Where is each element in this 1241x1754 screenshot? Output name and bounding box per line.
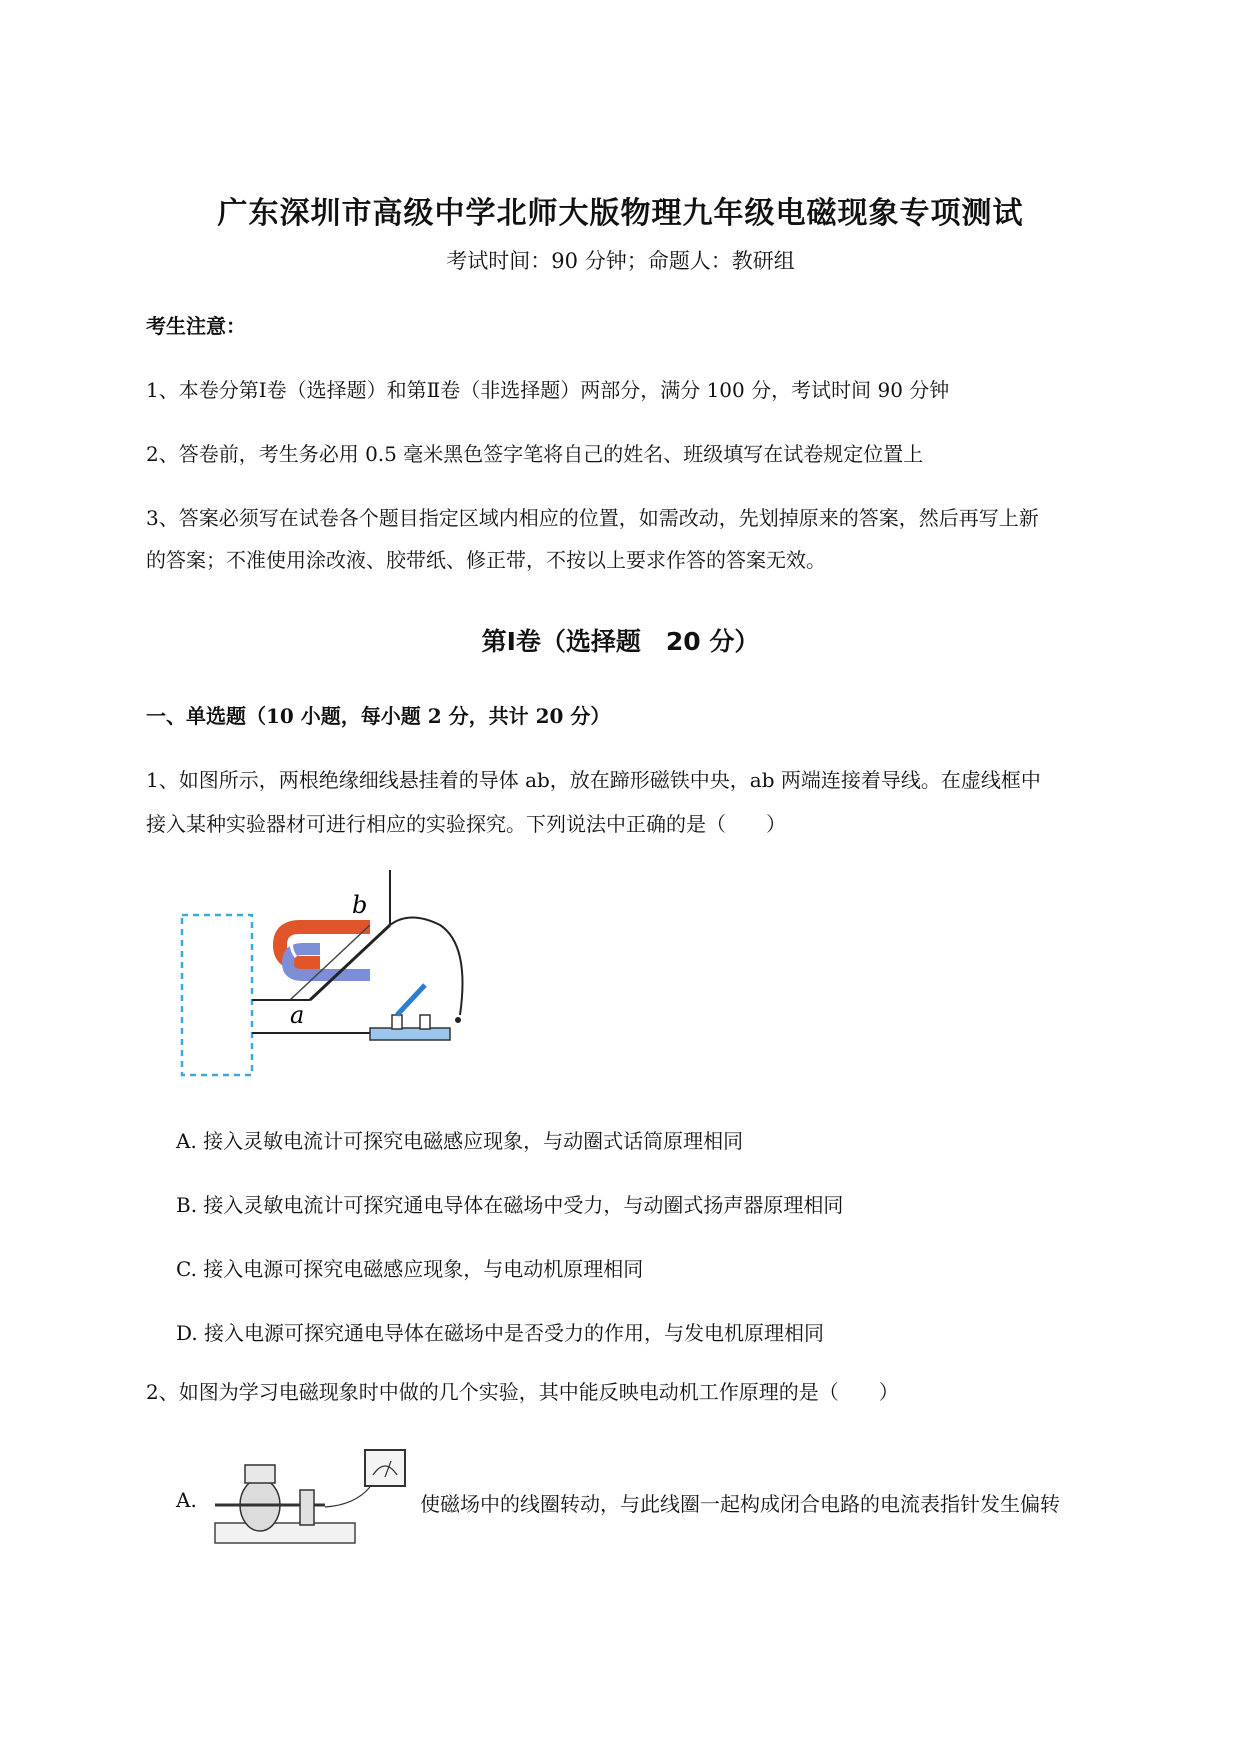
q1-option-d[interactable]: D. 接入电源可探究通电导体在磁场中是否受力的作用，与发电机原理相同 [176,1321,825,1345]
q1-stem-line1: 1、如图所示，两根绝缘细线悬挂着的导体 ab，放在蹄形磁铁中央，ab 两端连接着导线。在虚线框中 [146,768,1041,792]
q1-option-b[interactable]: B. 接入灵敏电流计可探究通电导体在磁场中受力，与动圈式扬声器原理相同 [176,1193,844,1217]
section-title: 第Ⅰ卷（选择题 20 分） [481,627,760,656]
label-a: a [290,1001,305,1029]
conductor-ab [310,925,390,1000]
notice-item-1: 1、本卷分第Ⅰ卷（选择题）和第Ⅱ卷（非选择题）两部分，满分 100 分，考试时间 90 分钟 [146,378,950,402]
notice-item-3: 3、答案必须写在试卷各个题目指定区域内相应的位置，如需改动，先划掉原来的答案，然后再写上新 [146,506,1039,530]
q2-option-a-text[interactable]: 使磁场中的线圈转动，与此线圈一起构成闭合电路的电流表指针发生偏转 [420,1492,1060,1516]
notice-item-3-cont: 的答案；不准使用涂改液、胶带纸、修正带，不按以上要求作答的答案无效。 [146,548,826,572]
q2-stem: 2、如图为学习电磁现象时中做的几个实验，其中能反映电动机工作原理的是（ ） [146,1380,899,1404]
q1-option-a[interactable]: A. 接入灵敏电流计可探究电磁感应现象，与动圈式话筒原理相同 [176,1129,744,1153]
q1-option-c[interactable]: C. 接入电源可探究电磁感应现象，与电动机原理相同 [176,1257,644,1281]
label-b: b [352,891,368,919]
notice-heading: 考生注意： [146,314,246,338]
q2-option-a-figure [205,1445,415,1555]
switch [370,985,461,1040]
exam-info: 考试时间：90 分钟；命题人：教研组 [446,249,795,273]
wire-arc [390,918,463,1016]
q2-option-a-letter[interactable]: A. [176,1488,197,1512]
page-title: 广东深圳市高级中学北师大版物理九年级电磁现象专项测试 [217,196,1024,231]
notice-item-2: 2、答卷前，考生务必用 0.5 毫米黑色签字笔将自己的姓名、班级填写在试卷规定位置上 [146,442,924,466]
q1-figure [170,865,510,1085]
q1-stem-line2: 接入某种实验器材可进行相应的实验探究。下列说法中正确的是（ ） [146,812,786,836]
question-type-heading: 一、单选题（10 小题，每小题 2 分，共计 20 分） [146,704,611,728]
dashed-box [182,915,252,1075]
